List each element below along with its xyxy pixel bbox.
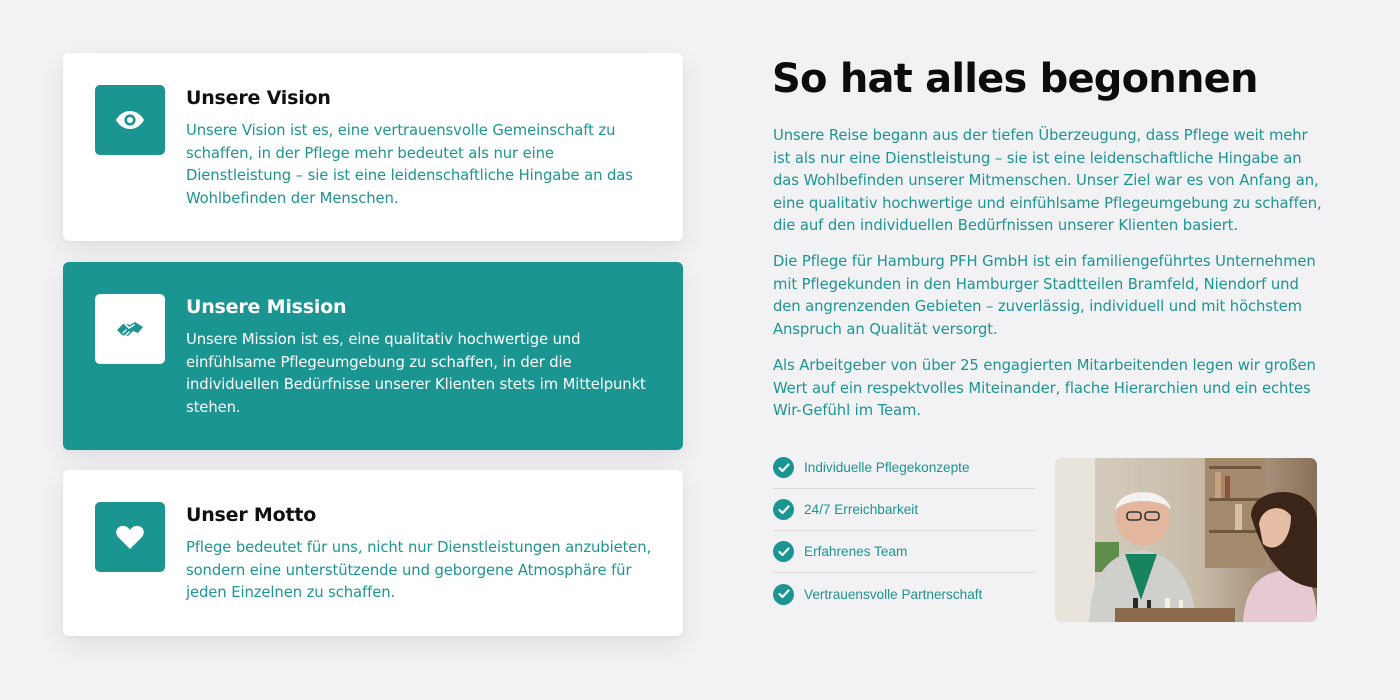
vision-text: Unsere Vision ist es, eine vertrauensvolle Gemeinschaft zu schaffen, in der Pflege mehr bedeutet als nur eine Dienstleistung – sie ist eine leidenschaftliche Hingabe an das Wohlbefinden der Menschen. (186, 122, 633, 207)
feature-item (773, 531, 1035, 573)
feature-item (773, 573, 1035, 615)
employer-paragraph: Als Arbeitgeber von über 25 engagierten Mitarbeitenden legen wir großen Wert auf ein respektvolles Miteinander, flache Hierarchien und ein echtes Wir-Gefühl im Team. (773, 357, 1316, 419)
eye-icon (115, 109, 145, 131)
feature-label: Vertrauensvolle Partnerschaft (804, 586, 983, 602)
heart-icon (115, 524, 145, 550)
check-circle-icon (773, 584, 794, 605)
mission-text: Unsere Mission ist es, eine qualitativ hochwertige und einfühlsame Pflegeumgebung zu schaffen, in der die individuellen Bedürfnisse unserer Klienten stets im Mittelpunkt stehen. (186, 331, 646, 416)
handshake-icon (115, 316, 145, 342)
mission-card (63, 262, 683, 450)
vision-title: Unsere Vision (186, 87, 331, 109)
intro-paragraph: Unsere Reise begann aus der tiefen Überzeugung, dass Pflege weit mehr ist als nur eine Dienstleistung – sie ist eine leidenschaftliche Hingabe an das Wohlbefinden unserer Mitmenschen. Unser Ziel war es von Anfang an, eine qualitativ hochwertige und einfühlsame Pflegeumgebung zu schaffen, die auf den individuellen Bedürfnissen unserer Klienten basiert. (773, 127, 1322, 234)
company-paragraph: Die Pflege für Hamburg PFH GmbH ist ein familiengeführtes Unternehmen mit Pflegekunden in den Hamburger Stadtteilen Bramfeld, Niendorf und den angrenzenden Gebieten – zuverlässig, individuell und mit höchstem Anspruch an Qualität versorgt. (773, 253, 1316, 338)
vision-card (63, 53, 683, 241)
feature-label: Individuelle Pflegekonzepte (804, 460, 970, 475)
motto-icon-box (95, 502, 165, 572)
feature-label: 24/7 Erreichbarkeit (804, 502, 919, 517)
feature-item (773, 447, 1035, 489)
vision-icon-box (95, 85, 165, 155)
feature-list (773, 447, 1035, 615)
motto-text: Pflege bedeutet für uns, nicht nur Dienstleistungen anzubieten, sondern eine unterstützende und geborgene Atmosphäre für jeden Einzelnen zu schaffen. (186, 539, 652, 601)
motto-card (63, 470, 683, 636)
check-circle-icon (773, 499, 794, 520)
check-circle-icon (773, 457, 794, 478)
section-heading: So hat alles begonnen (772, 56, 1258, 102)
motto-title: Unser Motto (186, 504, 317, 526)
mission-icon-box (95, 294, 165, 364)
check-circle-icon (773, 541, 794, 562)
team-photo (1055, 458, 1317, 622)
mission-title: Unsere Mission (186, 296, 347, 318)
feature-item (773, 489, 1035, 531)
feature-label: Erfahrenes Team (804, 544, 908, 559)
